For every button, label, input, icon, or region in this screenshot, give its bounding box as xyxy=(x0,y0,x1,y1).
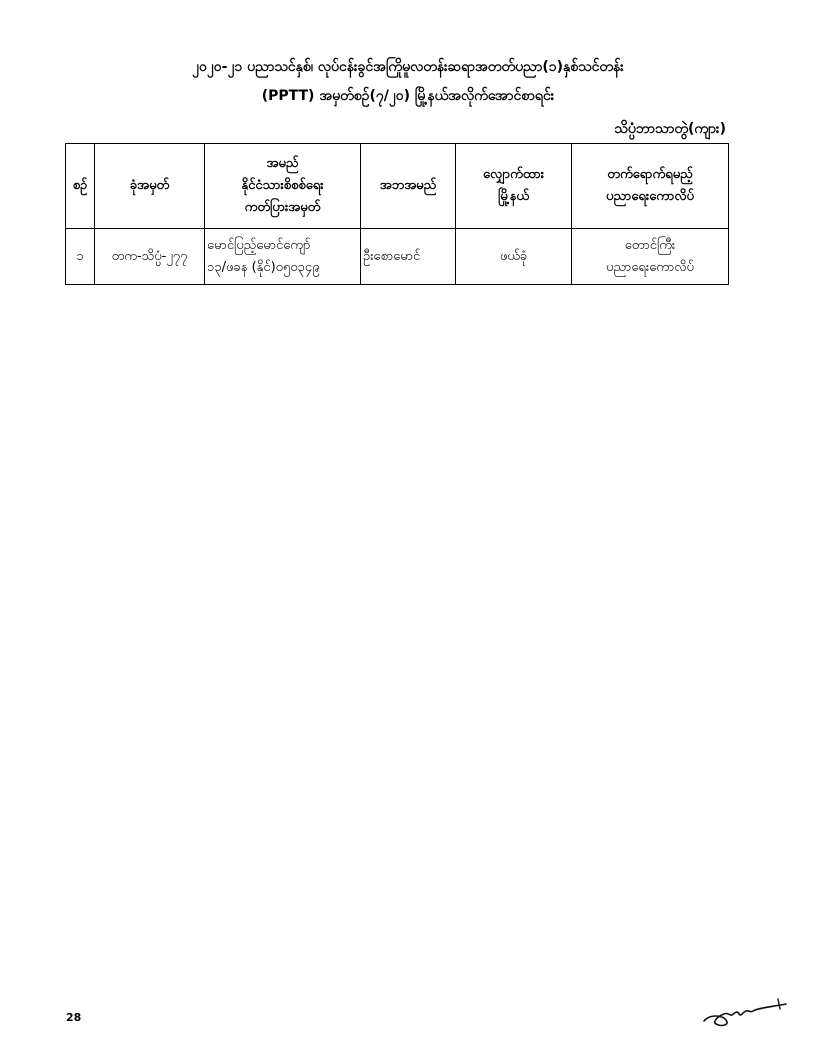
department-label: သိပ္ပံဘာသာတွဲ(ကျား) xyxy=(614,121,726,137)
document-title-line-2: (PPTT) အမှတ်စဉ်(၇/၂၀) မြို့နယ်အလိုက်အောင်စာရင်း xyxy=(261,88,555,104)
cell-nrc: ၁၃/ဖခန (နိုင်)၀၅၀၃၄၉ xyxy=(207,259,320,275)
cell-serial: ၁ xyxy=(66,229,95,285)
header-college: တက်ရောက်ရမည့် ပညာရေးကောလိပ် xyxy=(572,144,729,229)
table-row xyxy=(66,229,729,285)
cell-applied-township: ဖယ်ခုံ xyxy=(456,229,572,285)
document-title-line-1: ၂၀၂၀-၂၁ ပညာသင်နှစ်၊ လုပ်ငန်းခွင်အကြိုမူလတန်းဆရာအတတ်ပညာ(၁)နှစ်သင်တန်း xyxy=(192,59,624,75)
page-number: 28 xyxy=(66,1011,82,1024)
results-table xyxy=(65,143,729,285)
header-roll-number: ခုံအမှတ် xyxy=(95,144,205,229)
cell-college: တောင်ကြီး ပညာရေးကောလိပ် xyxy=(572,229,729,285)
header-serial: စဉ် xyxy=(66,144,95,229)
table-header-row xyxy=(66,144,729,229)
header-name-nrc: အမည် နိုင်ငံသားစိစစ်ရေး ကတ်ပြားအမှတ် xyxy=(205,144,361,229)
cell-name-nrc xyxy=(205,229,361,285)
header-applied-township: လျှောက်ထား မြို့နယ် xyxy=(456,144,572,229)
cell-roll-number: တက-သိပ္ပံ-၂၇၇ xyxy=(95,229,205,285)
header-father-name: အဘအမည် xyxy=(361,144,456,229)
signature-mark xyxy=(700,994,790,1030)
cell-name: မောင်ပြည့်မောင်ကျော် xyxy=(207,237,311,253)
cell-father-name: ဦးစောမောင် xyxy=(361,229,456,285)
